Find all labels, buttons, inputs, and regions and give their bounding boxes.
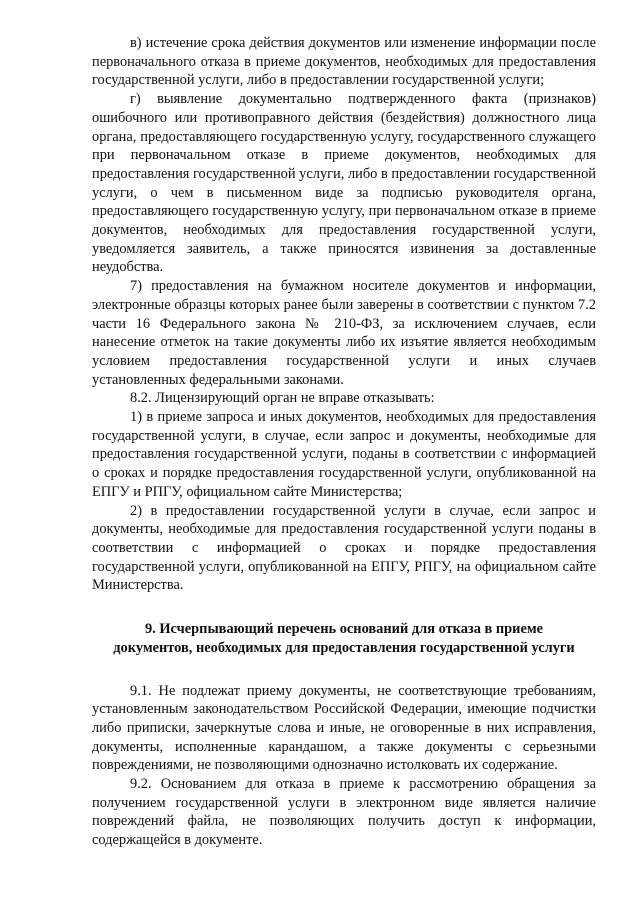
paragraph-8-2-1: 1) в приеме запроса и иных документов, необходимых для предоставления государственной услуги, в случае, если запрос и документы, необходимые для предоставления государственной услуги, поданы в соответствии с информацией о сроках и порядке предоставления государственной услуги, опубликованной на ЕПГУ и РПГУ, официальном сайте Министерства; (92, 409, 596, 500)
section-heading-line-1: 9. Исчерпывающий перечень оснований для отказа в приеме (144, 621, 544, 638)
paragraph-8-2: 8.2. Лицензирующий орган не вправе отказывать: (130, 390, 435, 407)
paragraph-7: 7) предоставления на бумажном носителе документов и информации, электронные образцы которых ранее были заверены в соответствии с пунктом 7.2 части 16 Федерального закона № 210-ФЗ, за исключением случаев, если нанесение отметок на такие документы либо их изъятие является необходимым условием предоставления государственной услуги и иных случаев установленных федеральными законами. (92, 278, 596, 388)
document-body (92, 34, 596, 850)
section-heading-line-2: документов, необходимых для предоставления государственной услуги (113, 639, 575, 656)
paragraph-9-2: 9.2. Основанием для отказа в приеме к рассмотрению обращения за получением государственной услуги в электронном виде является наличие повреждений файла, не позволяющих получить доступ к информации, содержащейся в документе. (92, 776, 596, 849)
section-heading (92, 620, 596, 657)
paragraph-9-1: 9.1. Не подлежат приему документы, не соответствующие требованиям, установленным законодательством Российской Федерации, имеющие подчистки либо приписки, зачеркнутые слова и иные, не оговоренные в них исправления, документы, исполненные карандашом, а также документы с серьезными повреждениями, не позволяющими однозначно истолковать их содержание. (92, 682, 596, 774)
paragraph-g: г) выявление документально подтвержденного факта (признаков) ошибочного или противоправного действия (бездействия) должностного лица органа, предоставляющего государственную услугу, государственного служащего при первоначальном отказе в приеме документов, необходимых для предоставления государственной услуги, либо в предоставлении государственной услуги, о чем в письменном виде за подписью руководителя органа, предоставляющего государственную услугу, при первоначальном отказе в приеме документов, необходимых для предоставления государственной услуги, уведомляется заявитель, а также приносятся извинения за доставленные неудобства. (92, 91, 596, 276)
paragraph-8-2-2: 2) в предоставлении государственной услуги в случае, если запрос и документы, необходимые для предоставления государственной услуги поданы в соответствии с информацией о сроках и порядке предоставления государственной услуги, опубликованной на ЕПГУ, РПГУ, на официальном сайте Министерства. (92, 502, 596, 594)
paragraph-v: в) истечение срока действия документов или изменение информации после первоначального отказа в приеме документов, необходимых для предоставления государственной услуги, либо в предоставлении государственной услуги; (92, 35, 596, 89)
